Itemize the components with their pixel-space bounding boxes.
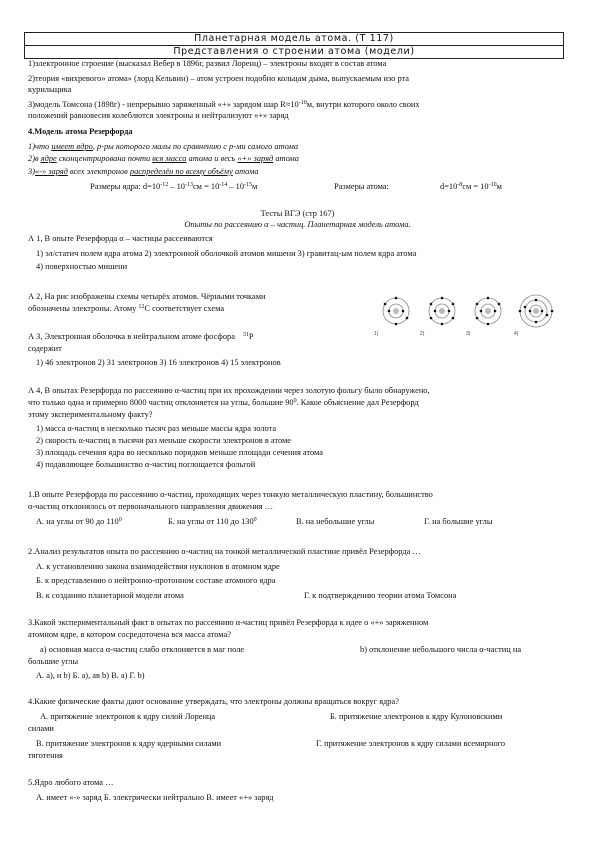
atom-schemes-figure — [372, 291, 562, 337]
tests-title: Тесты ВГЭ (стр 167) — [260, 209, 335, 218]
a3-question-cont: содержит — [28, 344, 62, 353]
rutherford-point-1: 1)что имеет ядро, р-ры которого малы по сравнению с р-ми самого атома — [28, 142, 299, 151]
q4-option-b-cont: силами — [28, 724, 54, 733]
svg-text:3): 3) — [466, 331, 471, 337]
q2-option-c: В. к созданию планетарной модели атома — [36, 591, 184, 600]
q3-options: А. а), и b) Б. а), ав b) В. а) Г. b) — [36, 671, 145, 680]
q1-option-c: В. на небольшие углы — [296, 517, 375, 526]
q5-question: 5.Ядро любого атома … — [28, 778, 114, 787]
a3-question: А 3, Электронная оболочка в нейтральном атоме фосфора $^{31}$P — [28, 332, 254, 341]
a1-option-4: 4) поверхностью мишени — [36, 262, 128, 271]
q3-question-cont: атомном ядре, в котором сосредоточена вся масса атома? — [28, 630, 231, 639]
model-item-3: 3)модель Томсона (1898г) - непрерывно заряженный «+» зарядом шар $R\approx 10^{-10}м$, внутри которого около своих — [28, 100, 420, 109]
a4-option-3: 3) площадь сечения ядра во несколько порядков меньше площади сечения атома — [36, 448, 323, 457]
a2-question: А 2, На рис изображены схемы четырёх атомов. Чёрными точками — [28, 292, 266, 301]
q3-fact-b-cont: большие углы — [28, 657, 79, 666]
a4-question-end: этому экспериментальному факту? — [28, 410, 153, 419]
q1-question: 1.В опыте Резерфорда по рассеянию α-частиц, проходящих через тонкую металлическую пластину, большинство — [28, 490, 433, 499]
svg-text:1): 1) — [374, 331, 379, 337]
a4-option-2: 2) скорость α-частиц в тысячи раз меньше скорости электронов в атоме — [36, 436, 291, 445]
nucleus-size: Размеры ядра: $d=10^{-12} - 10^{-13}см = 10^{-14} - 10^{-15}м$ — [90, 182, 258, 191]
q4-option-c: В. притяжение электронов к ядру ядерными силами — [36, 739, 222, 748]
q3-fact-a: а) основная масса α-частиц слабо отклоняется в маг поле — [40, 645, 245, 654]
section-title: Представления о строении атома (модели) — [24, 45, 564, 59]
atom-size-label: Размеры атома: — [334, 182, 389, 191]
q5-options: А. имеет «-» заряд Б. электрически нейтрально В. имеет «+» заряд — [36, 793, 274, 802]
q2-option-b: Б. к представлению о нейтронно-протонном составе атомного ядра — [36, 576, 276, 585]
q1-option-a: А. на углы от 90 до $110^0$ — [36, 517, 122, 526]
svg-text:2): 2) — [420, 331, 425, 337]
q2-question: 2.Анализ результатов опыта по рассеянию α-частиц на тонкой металлической пластине привёл Резерфорда … — [28, 547, 421, 556]
atom-size: $d=10^{-8}см = 10^{-10}м$ — [440, 182, 502, 191]
rutherford-model-heading: 4.Модель атома Резерфорда — [28, 127, 133, 136]
a2-question-cont: обозначены электроны. Атому $^{12}$С соответствует схема — [28, 304, 225, 313]
q4-option-a: А. притяжение электронов к ядру силой Лоренца — [40, 712, 216, 721]
q1-question-cont: α-частиц отклонялось от первоначального направления движения … — [28, 502, 274, 511]
a4-option-1: 1) масса α-частиц в несколько тысяч раз меньше массы ядра золота — [36, 424, 277, 433]
model-item-3-cont: положений равновесия колеблются электроны и нейтрализуют «+» заряд — [28, 111, 289, 120]
a4-question: А 4, В опытах Резерфорда по рассеянию α-частиц при их прохождении через золотую фольгу было обнаружено, — [28, 386, 430, 395]
q2-option-d: Г. к подтверждению теории атома Томсона — [304, 591, 457, 600]
q4-option-d: Г. притяжение электронов к ядру силами всемирного — [316, 739, 506, 748]
q1-option-b: Б. на углы от 110 до $130^0$ — [168, 517, 257, 526]
model-item-2: 2)теория «вихревого» атома» (лорд Кельвин) – атом устроен подобно кольцам дыма, выпускаемым изо рта — [28, 74, 410, 83]
q4-option-b: Б. притяжение электронов к ядру Кулоновскими — [330, 712, 503, 721]
a1-options: 1) эл/статич полем ядра атома 2) электронной оболочкой атомов мишени 3) гравитац-ым полем ядра атома — [36, 249, 417, 258]
q4-option-d-cont: тяготения — [28, 751, 63, 760]
q4-question: 4.Какие физические факты дают основание утверждать, что электроны должны вращаться вокруг ядра? — [28, 697, 399, 706]
atom-scheme-3 — [466, 297, 501, 337]
tests-subtitle: Опыты по рассеянию α – частиц. Планетарная модель атома. — [184, 220, 411, 229]
rutherford-point-2: 2)в ядре сконцентрирована почти вся масса атома и весь «+» заряд атома — [28, 154, 299, 163]
a3-options: 1) 46 электронов 2) 31 электронов 3) 16 электронов 4) 15 электронов — [36, 358, 281, 367]
q3-question: 3.Какой экспериментальный факт в опытах по рассеянию α-частиц привёл Резерфорда к идее о «+» заряженном — [28, 618, 429, 627]
svg-text:4): 4) — [514, 331, 519, 337]
q1-option-d: Г. на большие углы — [424, 517, 493, 526]
a4-option-4: 4) подавляющее большинство α-частиц поглощается фольгой — [36, 460, 256, 469]
q3-fact-b: b) отклонение небольшого числа α-частиц на — [360, 645, 522, 654]
model-item-1: 1)электронное строение (высказал Вебер в 1896г, развил Лоренц) – электроны входят в состав атома — [28, 59, 387, 68]
page-title: Планетарная модель атома. (Т 117) — [24, 32, 564, 46]
a4-question-cont: что только одна и примерно 8000 частиц отклоняется на углы, большие $90^0$. Какое объяснение дал Резерфорд — [28, 398, 419, 407]
a1-question: А 1, В опыте Резерфорда α – частицы рассеиваются — [28, 234, 213, 243]
rutherford-point-3: 3)«-» заряд всех электронов распределён по всему объёму атома — [28, 167, 259, 176]
atom-scheme-1 — [374, 297, 409, 337]
atom-scheme-2 — [420, 297, 455, 337]
model-item-2-cont: курильщика — [28, 85, 72, 94]
atom-scheme-4 — [514, 295, 553, 337]
q2-option-a: А. к установлению закона взаимодействия нуклонов в атомном ядре — [36, 562, 280, 571]
